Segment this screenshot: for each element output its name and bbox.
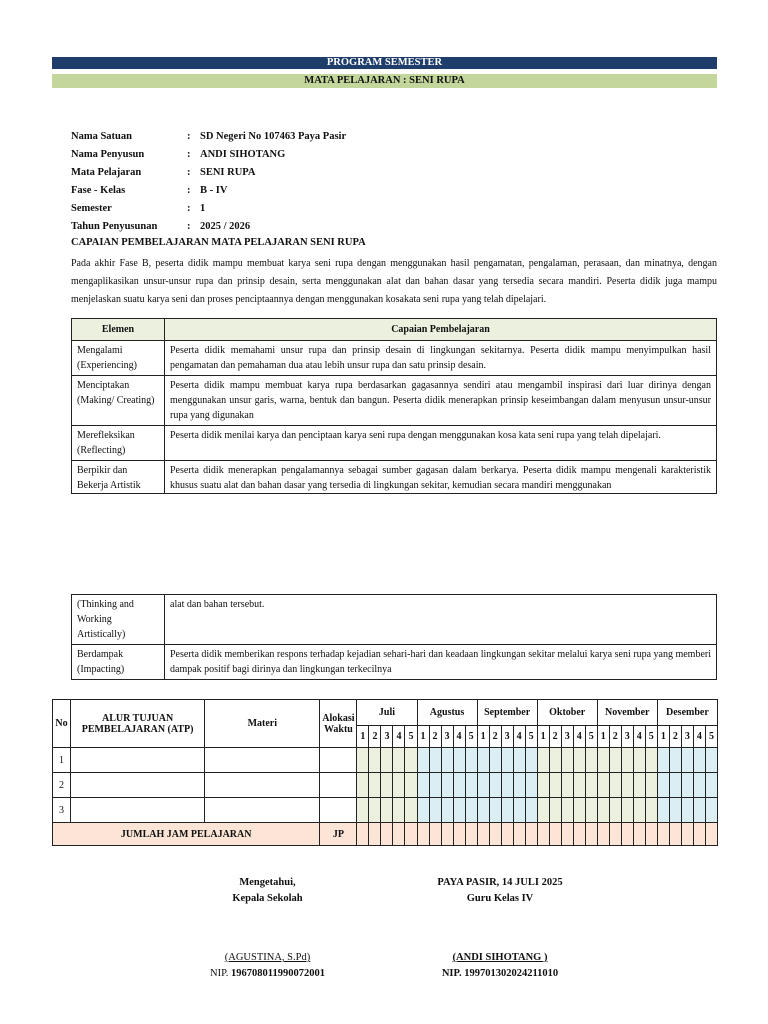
atp-cell [71,748,205,773]
info-colon: : [187,131,191,142]
week-cell [705,748,717,773]
week-cell [357,748,369,773]
week-cell [441,798,453,823]
total-week-cell [633,823,645,846]
week-cell [453,748,465,773]
signature-right-line1: PAYA PASIR, 14 JULI 2025 [437,877,563,888]
total-week-cell [681,823,693,846]
cp-cell: Peserta didik memahami unsur rupa dan prinsip desain di lingkungan sekitarnya. Peserta didik mampu menyimpulkan hasil pengamatan dan pemahaman dua atau lebih unsur rupa dan satu prinsip desain. [165,341,717,376]
info-row-mata-pelajaran [71,164,671,182]
week-cell [705,773,717,798]
week-cell [621,798,633,823]
cp-cell: Peserta didik menilai karya dan penciptaan karya seni rupa dengan menggunakan kosa kata seni rupa yang telah dipelajari. [165,426,717,461]
info-value: 2025 / 2026 [200,221,251,232]
total-week-cell [465,823,477,846]
week-header: 1 [357,726,369,748]
week-cell [369,773,381,798]
week-cell [441,773,453,798]
info-value: SD Negeri No 107463 Paya Pasir [200,131,347,142]
month-juli: Juli [357,700,417,726]
info-colon: : [187,149,191,160]
total-week-cell [369,823,381,846]
total-week-cell [573,823,585,846]
week-header: 1 [477,726,489,748]
signature-right-line2: Guru Kelas IV [466,893,534,904]
info-colon: : [187,167,191,178]
week-header: 5 [465,726,477,748]
total-week-cell [357,823,369,846]
total-week-cell [645,823,657,846]
week-cell [357,798,369,823]
week-header: 1 [657,726,669,748]
week-cell [597,773,609,798]
alokasi-cell [320,798,357,823]
total-row [53,823,718,846]
total-label: JUMLAH JAM PELAJARAN [53,823,320,846]
materi-cell [205,748,320,773]
week-cell [705,798,717,823]
total-week-cell [453,823,465,846]
week-header: 5 [405,726,417,748]
table-row [72,341,717,376]
col-capaian: Capaian Pembelajaran [165,319,717,341]
info-label: Tahun Penyusunan [71,221,158,232]
week-cell [465,748,477,773]
week-cell [453,798,465,823]
info-label: Nama Penyusun [71,149,145,160]
week-cell [477,798,489,823]
week-cell [405,773,417,798]
total-unit: JP [320,823,357,846]
week-cell [669,773,681,798]
info-colon: : [187,221,191,232]
week-cell [633,798,645,823]
week-header: 3 [621,726,633,748]
atp-table [52,699,718,846]
week-cell [501,798,513,823]
week-header: 4 [453,726,465,748]
info-value: SENI RUPA [200,167,256,178]
week-cell [633,773,645,798]
week-cell [513,748,525,773]
week-cell [369,748,381,773]
week-cell [537,773,549,798]
week-cell [381,798,393,823]
cp-table-continued [71,594,717,680]
week-cell [357,773,369,798]
week-cell [405,748,417,773]
week-cell [441,748,453,773]
week-cell [645,798,657,823]
week-cell [513,798,525,823]
cp-paragraph: Pada akhir Fase B, peserta didik mampu membuat karya seni rupa dengan menggunakan hasil pengamatan, pengalaman, perasaan, dan minatnya, dengan mengaplikasikan unsur-unsur rupa dan prinsip desain, serta menggunakan alat dan bahan dasar yang tersedia secara mandiri. Peserta didik juga mampu menjelaskan suatu karya seni dan proses penciptaannya dengan menggunakan kosakata seni rupa yang telah dipelajari. [71,258,717,305]
week-header: 2 [369,726,381,748]
week-cell [585,798,597,823]
subject-band: MATA PELAJARAN : SENI RUPA [52,74,717,88]
elemen-cell: Menciptakan (Making/ Creating) [72,376,165,426]
week-header: 1 [597,726,609,748]
total-week-cell [549,823,561,846]
total-week-cell [405,823,417,846]
info-value: ANDI SIHOTANG [200,149,286,160]
week-cell [513,773,525,798]
total-week-cell [441,823,453,846]
row-number: 1 [53,748,71,773]
month-november: November [597,700,657,726]
cp-cell: Peserta didik memberikan respons terhadap kejadian sehari-hari dan keadaan lingkungan sekitar melalui karya seni rupa yang memberi dampak positif bagi dirinya dan lingkungan terkecilnya [165,645,717,680]
total-week-cell [585,823,597,846]
cp-cell [165,461,717,494]
week-cell [573,773,585,798]
week-cell [381,748,393,773]
week-cell [573,798,585,823]
total-week-cell [609,823,621,846]
week-cell [417,748,429,773]
table-row [72,645,717,680]
elemen-cell: Merefleksikan (Reflecting) [72,426,165,461]
signature-right [400,875,600,907]
total-week-cell [693,823,705,846]
info-row-semester [71,200,671,218]
week-cell [465,773,477,798]
total-week-cell [597,823,609,846]
nip-label: NIP. [210,968,229,979]
week-header: 2 [489,726,501,748]
week-cell [645,748,657,773]
week-header: 3 [441,726,453,748]
week-cell [621,773,633,798]
week-cell [693,798,705,823]
row-number: 2 [53,773,71,798]
total-week-cell [489,823,501,846]
week-header: 3 [501,726,513,748]
total-week-cell [669,823,681,846]
cp-table-header [72,319,717,341]
week-cell [525,798,537,823]
week-cell [489,748,501,773]
total-week-cell [561,823,573,846]
table-row [72,376,717,426]
signature-left-line1: Mengetahui, [239,877,296,888]
week-cell [597,798,609,823]
week-cell [549,798,561,823]
headmaster-nip [180,966,355,982]
week-cell [381,773,393,798]
month-desember: Desember [657,700,717,726]
week-header: 2 [669,726,681,748]
cp-text: Peserta didik menerapkan pengalamannya sebagai sumber gagasan dalam berkarya. Peserta didik mampu mengenali karakteristik khusus suatu alat dan bahan dasar yang tersedia di lingkungan sekitar, kemudian secara mandiri menggunakan [170,465,711,491]
total-week-cell [501,823,513,846]
info-label: Semester [71,203,112,214]
week-cell [393,748,405,773]
atp-cell [71,798,205,823]
week-header: 4 [573,726,585,748]
week-cell [393,773,405,798]
week-header: 4 [393,726,405,748]
week-header: 3 [561,726,573,748]
headmaster-name: (AGUSTINA, S.Pd) [224,952,311,963]
week-header: 5 [705,726,717,748]
week-cell [585,748,597,773]
week-header: 1 [537,726,549,748]
week-cell [657,798,669,823]
alokasi-cell [320,748,357,773]
total-week-cell [525,823,537,846]
cp-heading: CAPAIAN PEMBELAJARAN MATA PELAJARAN SENI RUPA [71,237,366,248]
week-cell [537,748,549,773]
week-cell [609,773,621,798]
week-cell [477,773,489,798]
week-cell [417,773,429,798]
total-week-cell [621,823,633,846]
week-cell [429,798,441,823]
total-week-cell [477,823,489,846]
info-colon: : [187,203,191,214]
info-value: 1 [200,203,206,214]
elemen-cell: Berdampak (Impacting) [72,645,165,680]
week-cell [393,798,405,823]
week-cell [585,773,597,798]
table-row [72,595,717,645]
week-header: 3 [381,726,393,748]
total-week-cell [657,823,669,846]
info-row-fase-kelas [71,182,671,200]
week-cell [549,773,561,798]
week-cell [669,748,681,773]
table-row [72,461,717,494]
week-cell [681,798,693,823]
month-oktober: Oktober [537,700,597,726]
week-cell [549,748,561,773]
week-header: 2 [609,726,621,748]
week-cell [501,773,513,798]
row-number: 3 [53,798,71,823]
info-label: Mata Pelajaran [71,167,142,178]
table-row [53,798,718,823]
week-cell [453,773,465,798]
document-title: PROGRAM SEMESTER [52,57,717,69]
week-cell [633,748,645,773]
teacher-nip: NIP. 199701302024211010 [441,968,559,979]
week-cell [609,798,621,823]
total-week-cell [381,823,393,846]
week-cell [693,748,705,773]
total-week-cell [537,823,549,846]
week-header: 4 [693,726,705,748]
week-header: 2 [429,726,441,748]
signature-left [200,875,335,907]
week-cell [525,773,537,798]
info-row-nama-satuan [71,128,671,146]
week-cell [561,798,573,823]
week-cell [669,798,681,823]
week-cell [645,773,657,798]
week-cell [573,748,585,773]
elemen-cell: (Thinking and Working Artistically) [72,595,165,645]
table-row [72,426,717,461]
week-header: 5 [585,726,597,748]
info-colon: : [187,185,191,196]
total-week-cell [513,823,525,846]
week-cell [489,773,501,798]
total-week-cell [429,823,441,846]
table-row [53,773,718,798]
week-header: 4 [633,726,645,748]
total-week-cell [705,823,717,846]
materi-cell [205,773,320,798]
elemen-cell: Mengalami (Experiencing) [72,341,165,376]
teacher-block [400,950,600,982]
atp-cell [71,773,205,798]
week-header: 5 [525,726,537,748]
cp-table [71,318,717,494]
week-header: 2 [549,726,561,748]
week-cell [369,798,381,823]
week-header: 4 [513,726,525,748]
col-elemen: Elemen [72,319,165,341]
week-cell [561,748,573,773]
info-row-nama-penyusun [71,146,671,164]
col-no: No [53,700,71,748]
week-cell [525,748,537,773]
total-week-cell [417,823,429,846]
week-cell [609,748,621,773]
week-cell [621,748,633,773]
week-cell [417,798,429,823]
week-cell [537,798,549,823]
week-cell [657,748,669,773]
col-atp: ALUR TUJUAN PEMBELAJARAN (ATP) [71,700,205,748]
week-cell [681,773,693,798]
teacher-name: (ANDI SIHOTANG ) [452,952,548,963]
col-materi: Materi [205,700,320,748]
col-alokasi: Alokasi Waktu [320,700,357,748]
info-value: B - IV [200,185,228,196]
cp-cell: alat dan bahan tersebut. [165,595,717,645]
week-header: 1 [417,726,429,748]
week-cell [429,748,441,773]
month-agustus: Agustus [417,700,477,726]
month-september: September [477,700,537,726]
elemen-text: Berpikir dan Bekerja Artistik [77,465,141,491]
week-cell [657,773,669,798]
materi-cell [205,798,320,823]
week-cell [501,748,513,773]
week-cell [405,798,417,823]
week-cell [489,798,501,823]
cp-cell: Peserta didik mampu membuat karya rupa berdasarkan gagasannya sendiri atau mengambil inspirasi dari luar dirinya dengan menggunakan unsur garis, warna, bentuk dan bangun. Peserta didik menerapkan prinsip keseimbangan dalam menyusun unsur-unsur rupa yang digunakan [165,376,717,426]
week-header: 5 [645,726,657,748]
info-label: Nama Satuan [71,131,132,142]
atp-header-months [53,700,718,726]
week-cell [465,798,477,823]
info-row-tahun-penyusunan [71,218,671,236]
alokasi-cell [320,773,357,798]
week-cell [561,773,573,798]
week-cell [477,748,489,773]
info-label: Fase - Kelas [71,185,126,196]
signature-left-line2: Kepala Sekolah [232,893,303,904]
week-cell [597,748,609,773]
total-week-cell [393,823,405,846]
week-cell [681,748,693,773]
week-cell [693,773,705,798]
identity-block [71,128,671,236]
headmaster-block [180,950,355,982]
table-row [53,748,718,773]
elemen-cell [72,461,165,494]
week-header: 3 [681,726,693,748]
week-cell [429,773,441,798]
nip-number: 196708011990072001 [231,968,325,979]
